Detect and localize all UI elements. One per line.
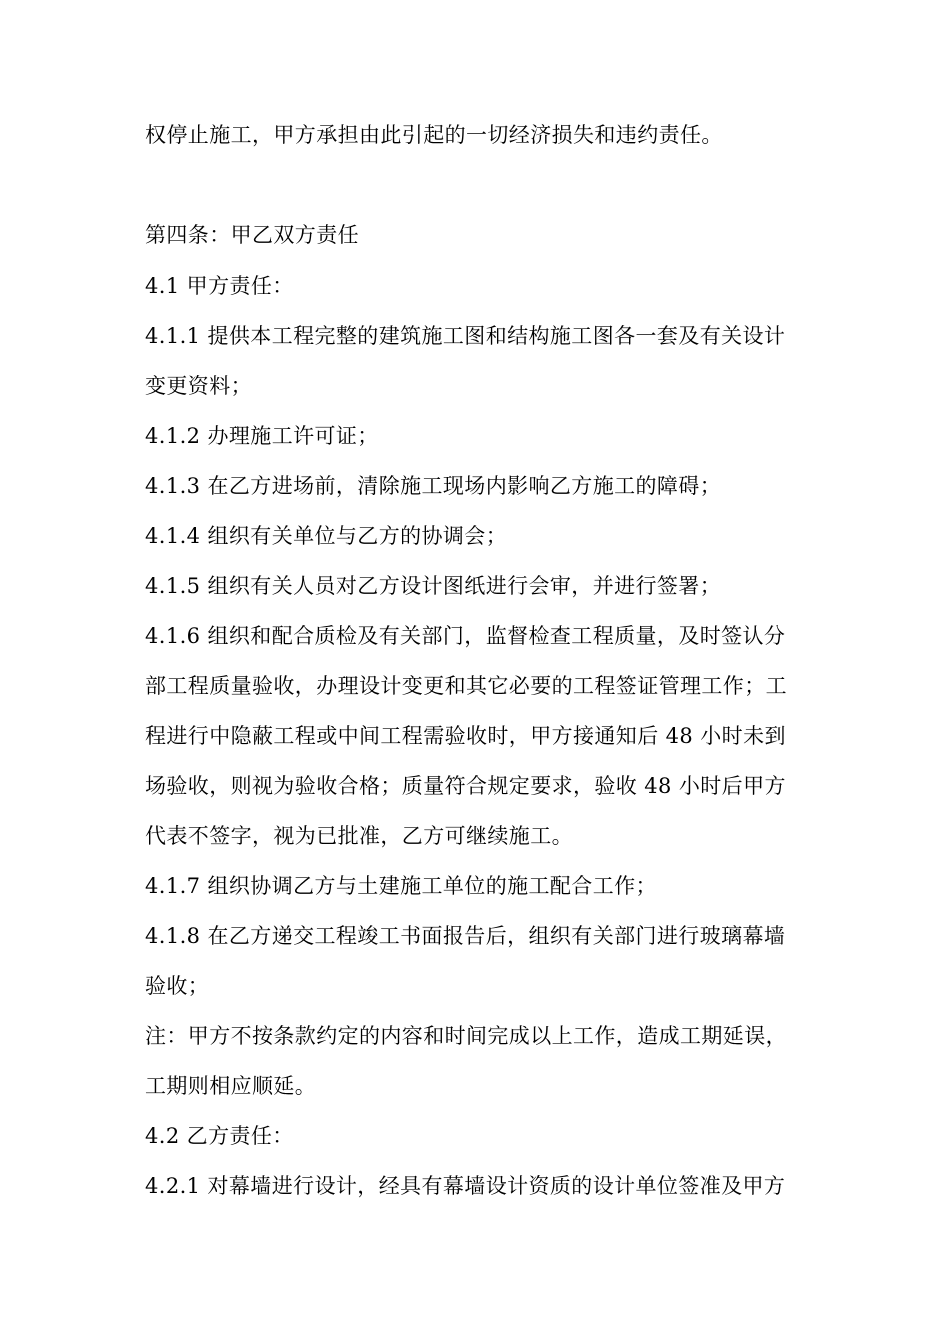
paragraph-line: 4.1.6 组织和配合质检及有关部门，监督检查工程质量，及时签认分 bbox=[145, 624, 786, 648]
paragraph-line: 4.1.2 办理施工许可证； bbox=[145, 424, 379, 448]
subsection-heading: 4.2 乙方责任： bbox=[145, 1124, 294, 1148]
paragraph-line: 4.1.8 在乙方递交工程竣工书面报告后，组织有关部门进行玻璃幕墙 bbox=[145, 924, 786, 948]
paragraph-line: 程进行中隐蔽工程或中间工程需验收时，甲方接通知后 48 小时未到 bbox=[145, 724, 786, 748]
paragraph-line: 变更资料； bbox=[145, 374, 252, 398]
paragraph-line: 4.1.1 提供本工程完整的建筑施工图和结构施工图各一套及有关设计 bbox=[145, 324, 786, 348]
subsection-heading: 4.1 甲方责任： bbox=[145, 274, 294, 298]
note-line: 注：甲方不按条款约定的内容和时间完成以上工作，造成工期延误， bbox=[145, 1024, 787, 1048]
paragraph-line: 4.1.5 组织有关人员对乙方设计图纸进行会审，并进行签署； bbox=[145, 574, 722, 598]
paragraph-line: 场验收，则视为验收合格；质量符合规定要求，验收 48 小时后甲方 bbox=[145, 774, 786, 798]
paragraph-line: 部工程质量验收，办理设计变更和其它必要的工程签证管理工作；工 bbox=[145, 674, 787, 698]
note-line: 工期则相应顺延。 bbox=[145, 1074, 317, 1098]
paragraph-line: 验收； bbox=[145, 974, 210, 998]
paragraph-line: 代表不签字，视为已批准，乙方可继续施工。 bbox=[145, 824, 573, 848]
paragraph-line: 权停止施工，甲方承担由此引起的一切经济损失和违约责任。 bbox=[145, 123, 723, 147]
paragraph-line: 4.1.3 在乙方进场前，清除施工现场内影响乙方施工的障碍； bbox=[145, 474, 722, 498]
paragraph-line: 4.2.1 对幕墙进行设计，经具有幕墙设计资质的设计单位签准及甲方 bbox=[145, 1174, 786, 1198]
paragraph-line: 4.1.4 组织有关单位与乙方的协调会； bbox=[145, 524, 508, 548]
paragraph-line: 4.1.7 组织协调乙方与土建施工单位的施工配合工作； bbox=[145, 874, 657, 898]
section-heading: 第四条：甲乙双方责任 bbox=[145, 223, 359, 247]
